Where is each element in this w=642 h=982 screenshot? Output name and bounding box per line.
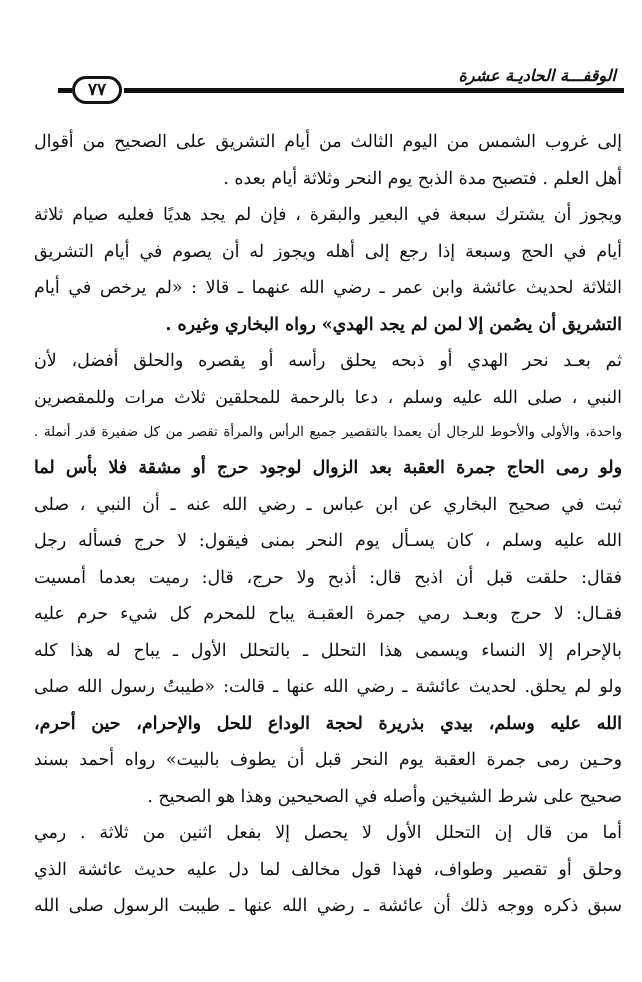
page-header <box>58 66 624 102</box>
text-line: إلى غروب الشمس من اليوم الثالث من أيام التشريق على الصحيح من أقوال <box>34 132 622 152</box>
text-line: ولو لم يحلق. لحديث عائشة ـ رضي الله عنها ـ قالت: «طيبتُ رسول الله صلى <box>34 677 622 697</box>
running-title: الوقفـــة الحاديـة عشرة <box>458 66 616 85</box>
header-rule-left <box>58 88 72 93</box>
text-line: وحلق أو تقصير وطواف، فهذا قول مخالف لما دل عليه حديث عائشة الذي <box>34 859 622 880</box>
text-line: سبق ذكره ووجه ذلك أن عائشة ـ رضي الله عنها ـ طيبت الرسول صلى الله <box>34 896 622 916</box>
text-line: الثلاثة لحديث عائشة وابن عمر ـ رضي الله عنهما ـ قالا : «لم يرخص في أيام <box>34 278 622 298</box>
text-line: الله عليه وسلم، بيدي بذريرة لحجة الوداع للحل والإحرام، حين أحرم، <box>34 713 622 734</box>
page-number: ٧٧ <box>87 80 107 100</box>
header-rule <box>124 88 624 93</box>
text-line: ثم بعـد نحر الهدي أو ذبحه يحلق رأسه أو يقصره والحلق أفضل، لأن <box>34 351 622 371</box>
text-line: أهل العلم . فتصبح مدة الذبح يوم النحر وثلاثة أيام بعده . <box>223 168 622 189</box>
text-line: النبي ، صلى الله عليه وسلم ، دعا بالرحمة للمحلقين ثلاث مرات وللمقصرين <box>34 387 622 408</box>
text-line: وحـين رمى جمرة العقبة يوم النحر قبل أن يطوف بالبيت» رواه أحمد بسند <box>34 750 622 770</box>
text-line: فقـال: لا حرج وبعـد رمي جمرة العقبـة يباح للمحرم كل شيء حرم عليه <box>34 604 622 624</box>
text-line: صحيح على شرط الشيخين وأصله في الصحيحين وهذا هو الصحيح . <box>147 786 622 807</box>
page-body <box>34 124 622 925</box>
page-number-badge <box>72 76 122 104</box>
text-line: الله عليه وسلم ، كان يسـأل يوم النحر بمنى فيقول: لا حرج فسأله رجل <box>34 531 622 551</box>
text-line: فقال: حلقت قبل أن اذبح قال: أذبح ولا حرج، قال: رميت بعدما أمسيت <box>34 567 622 588</box>
text-line: ويجوز أن يشترك سبعة في البعير والبقرة ، فإن لم يجد هديًا فعليه صيام ثلاثة <box>34 205 622 225</box>
text-line: واحدة، والأولى والأحوط للرجال أن يعمدا بالتقصير جميع الرأس والمرأة تقصر من كل ضفيرة قدر أنملة . <box>34 425 622 440</box>
text-line: أيام في الحج وسبعة إذا رجع إلى أهله ويجوز له أن يصوم في أيام التشريق <box>34 241 622 262</box>
text-line: بالإحرام إلا النساء ويسمى هذا التحلل ـ بالتحلل الأول ـ يباح له هذا كله <box>34 640 622 661</box>
text-line: ثبت في صحيح البخاري عن ابن عباس ـ رضي الله عنه ـ أن النبي ، صلى <box>34 494 622 515</box>
text-line: أما من قال إن التحلل الأول لا يحصل إلا بفعل اثنين من ثلاثة . رمي <box>34 823 622 843</box>
text-line: ولو رمى الحاج جمرة العقبة بعد الزوال لوجود حرج أو مشقة فلا بأس لما <box>34 458 622 478</box>
text-line: التشريق أن يصُمن إلا لمن لم يجد الهدي» رواه البخاري وغيره . <box>165 314 622 335</box>
